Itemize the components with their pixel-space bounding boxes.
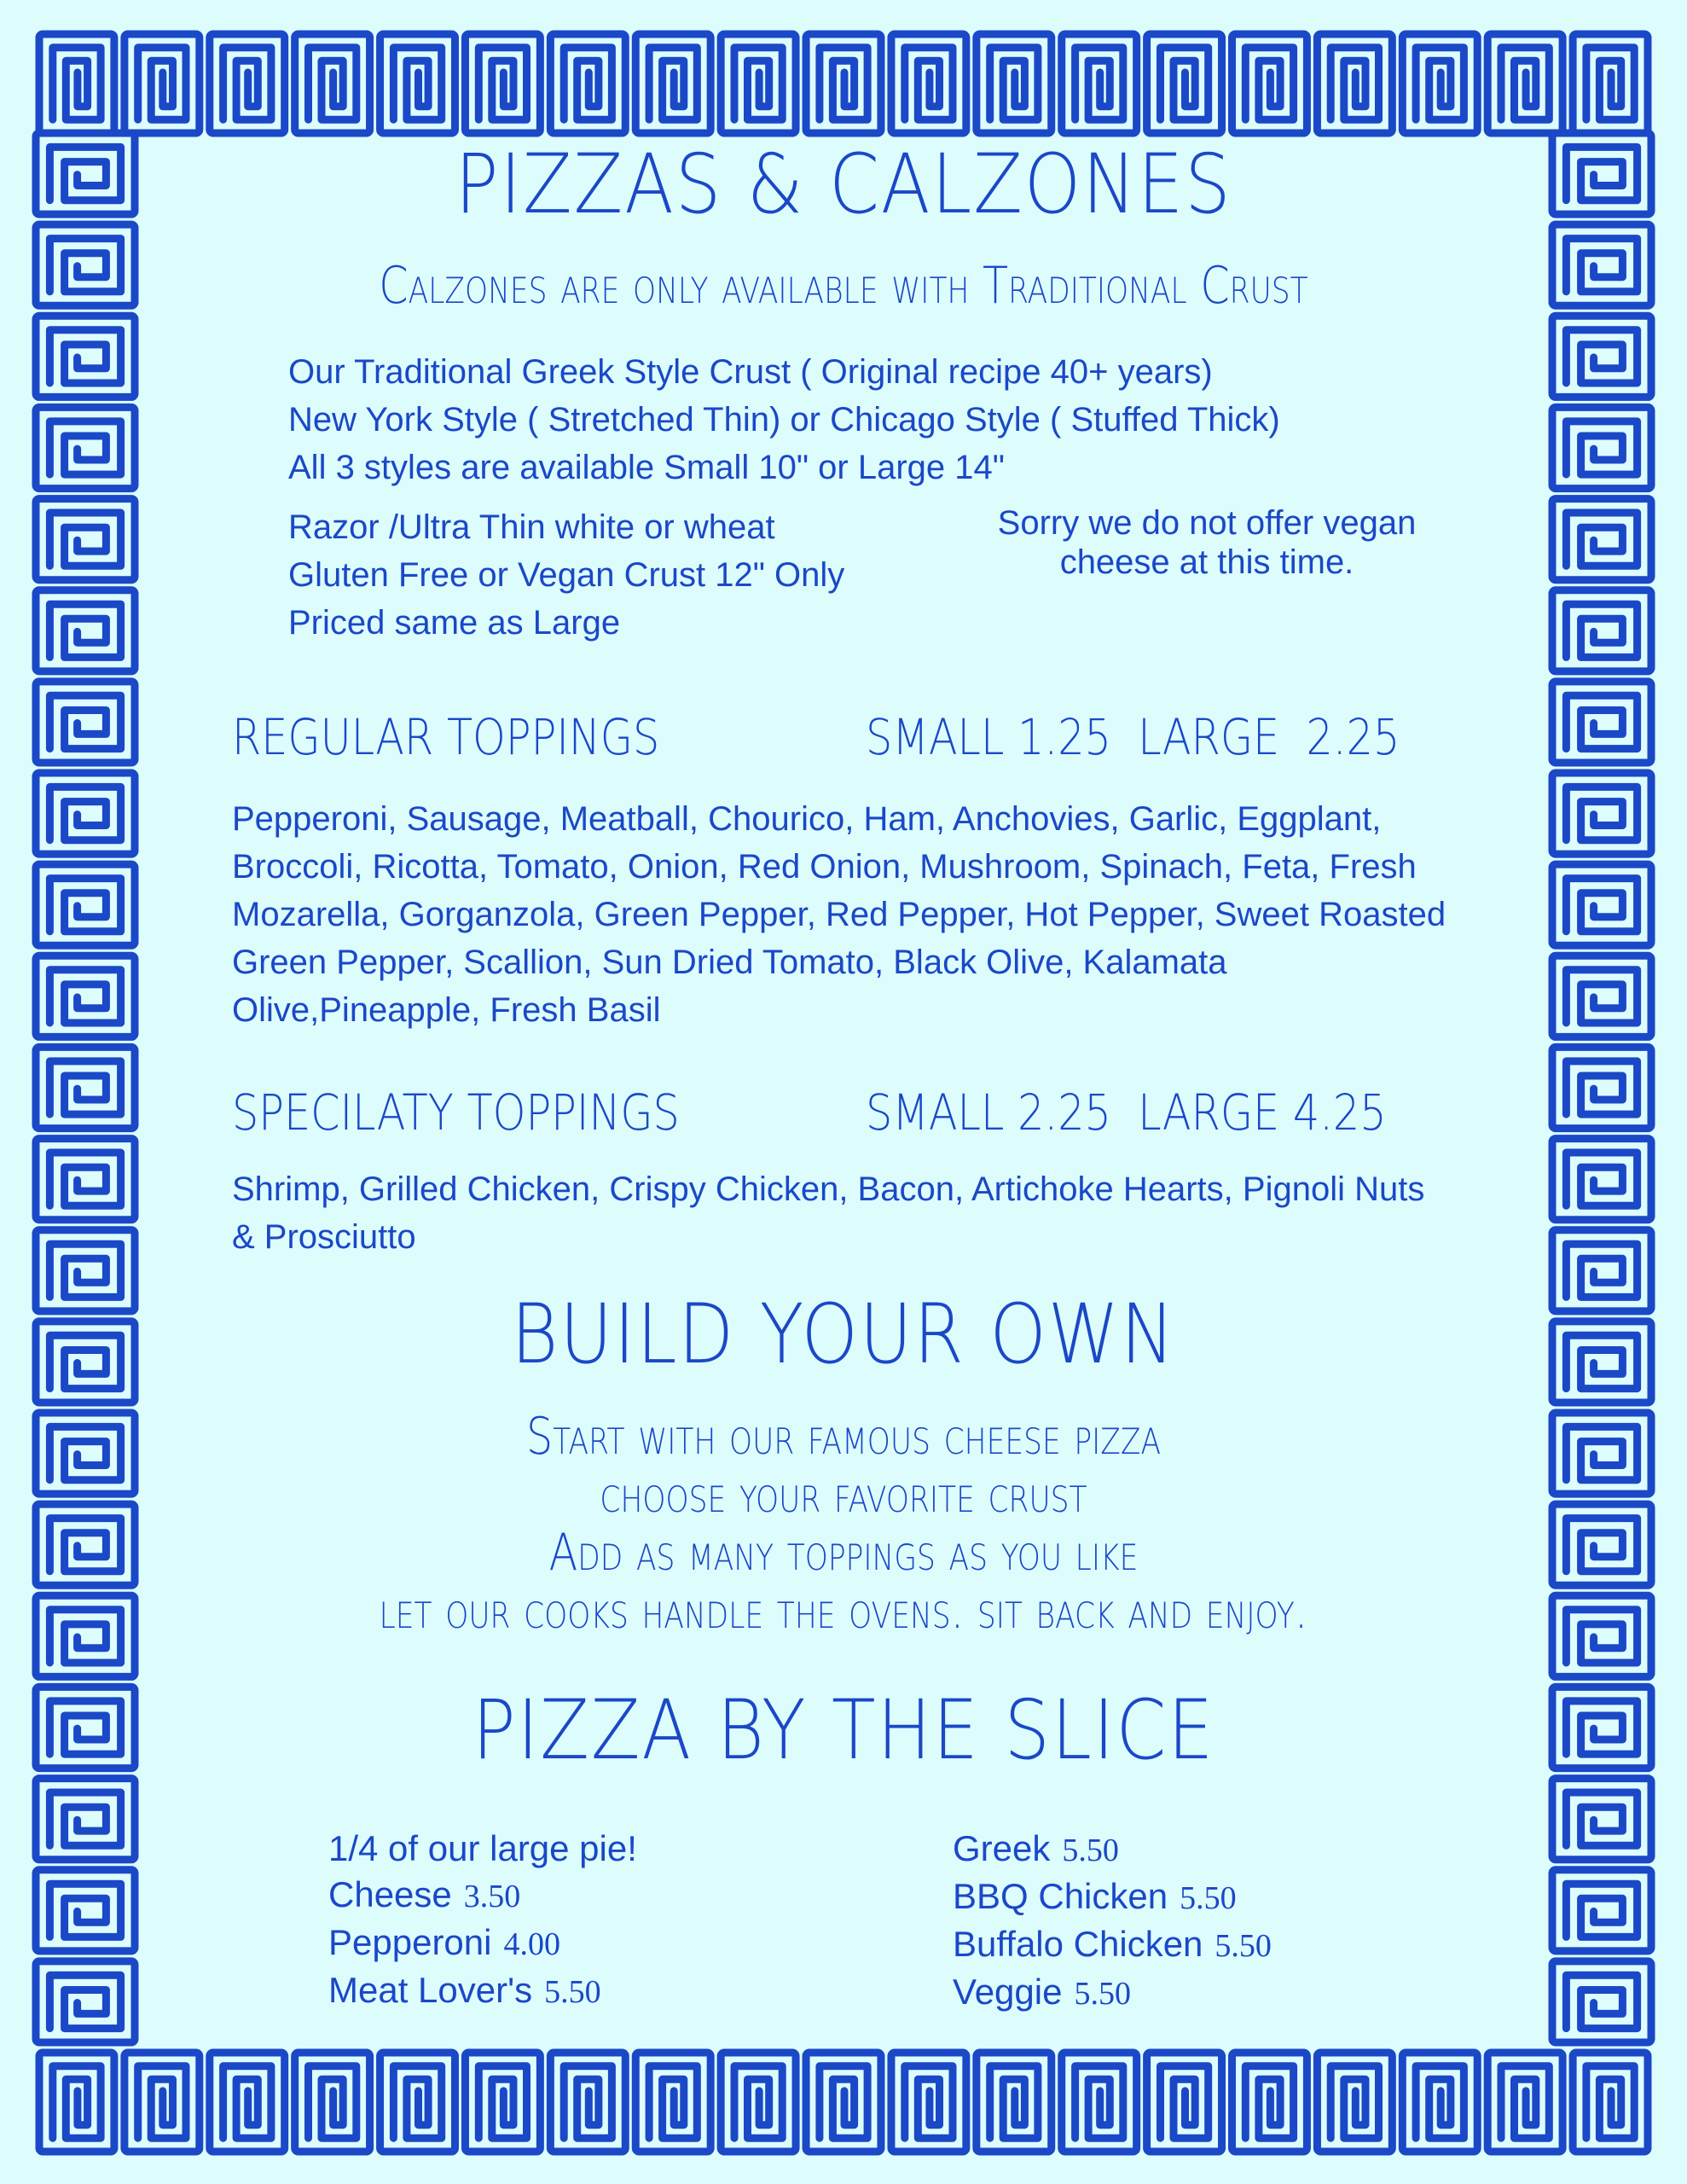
slice-item-price: 5.50 [544,1974,601,2010]
special-crust-line: Gluten Free or Vegan Crust 12" Only [288,556,845,594]
slice-item-veggie [953,1969,1272,2017]
greek-key-border-right-icon [1542,128,1661,2048]
build-step-line: Add as many toppings as you like [548,1523,1139,1583]
crust-info-line: New York Style ( Stretched Thin) or Chicago Style ( Stuffed Thick) [288,401,1280,439]
topping-line: Green Pepper, Scallion, Sun Dried Tomato, Black Olive, Kalamata [232,944,1227,981]
build-step-line: let our cooks handle the ovens. sit back and enjoy. [379,1581,1308,1641]
page-title: PIZZAS & CALZONES [455,136,1232,232]
slice-item-cheese [328,1872,637,1920]
topping-line: Olive,Pineapple, Fresh Basil [232,991,661,1029]
special-crust-line: Razor /Ultra Thin white or wheat [288,508,775,546]
slice-item-name: Cheese [328,1874,452,1914]
crust-info-line: All 3 styles are available Small 10" or Large 14" [288,449,1005,486]
topping-line: Shrimp, Grilled Chicken, Crispy Chicken, Bacon, Artichoke Hearts, Pignoli Nuts [232,1170,1425,1208]
slice-item-name: BBQ Chicken [953,1876,1168,1916]
slice-item-price: 5.50 [1180,1880,1237,1916]
slice-item-price: 4.00 [503,1926,560,1962]
crust-info-list [288,348,1280,491]
slice-title: PIZZA BY THE SLICE [472,1682,1215,1778]
build-your-own-title: BUILD YOUR OWN [511,1287,1176,1382]
special-crust-list [288,503,844,647]
slice-item-name: Greek [953,1828,1051,1868]
page-subtitle: Calzones are only available with Traditional Crust [379,256,1308,316]
regular-toppings-list [232,795,1446,1034]
build-your-own-steps [313,1408,1375,1640]
topping-line: & Prosciutto [232,1218,416,1256]
regular-toppings-heading: REGULAR TOPPINGS [232,708,660,766]
slice-note: 1/4 of our large pie! [328,1828,637,1868]
slice-item-name: Pepperoni [328,1922,492,1962]
special-crust-line: Priced same as Large [288,604,621,642]
slice-item-price: 5.50 [1062,1833,1119,1868]
slice-item-bbq-chicken [953,1873,1272,1921]
specialty-toppings-heading: SPECILATY TOPPINGS [232,1083,680,1141]
slice-item-greek [953,1826,1272,1873]
slice-item-pepperoni [328,1920,637,1967]
specialty-toppings-list [232,1165,1424,1261]
slice-right-column [953,1826,1272,2017]
slice-item-price: 5.50 [1215,1928,1272,1964]
slice-item-name: Veggie [953,1972,1063,2012]
slice-item-name: Meat Lover's [328,1970,533,2010]
topping-line: Broccoli, Ricotta, Tomato, Onion, Red Onion, Mushroom, Spinach, Feta, Fresh [232,848,1417,886]
greek-key-border-left-icon [26,128,145,2048]
slice-left-column [328,1826,637,2015]
crust-info-line: Our Traditional Greek Style Crust ( Original recipe 40+ years) [288,353,1213,391]
greek-key-border-bottom-icon [34,2042,1653,2162]
topping-line: Pepperoni, Sausage, Meatball, Chourico, Ham, Anchovies, Garlic, Eggplant, [232,800,1382,838]
slice-item-buffalo-chicken [953,1921,1272,1969]
slice-item-name: Buffalo Chicken [953,1924,1203,1964]
vegan-note-line: cheese at this time. [1059,543,1354,581]
greek-key-border-top-icon [34,24,1653,143]
build-step-line: choose your favorite crust [600,1465,1087,1525]
slice-item-meat-lovers [328,1967,637,2015]
build-step-line: Start with our famous cheese pizza [525,1407,1162,1467]
slice-item-price: 3.50 [463,1879,521,1914]
topping-line: Mozarella, Gorganzola, Green Pepper, Red Pepper, Hot Pepper, Sweet Roasted [232,896,1446,933]
regular-toppings-price: SMALL 1.25 LARGE 2.25 [866,708,1400,766]
vegan-note-line: Sorry we do not offer vegan [997,504,1417,542]
slice-item-price: 5.50 [1074,1976,1131,2012]
vegan-note [964,503,1450,582]
specialty-toppings-price: SMALL 2.25 LARGE 4.25 [866,1083,1387,1141]
